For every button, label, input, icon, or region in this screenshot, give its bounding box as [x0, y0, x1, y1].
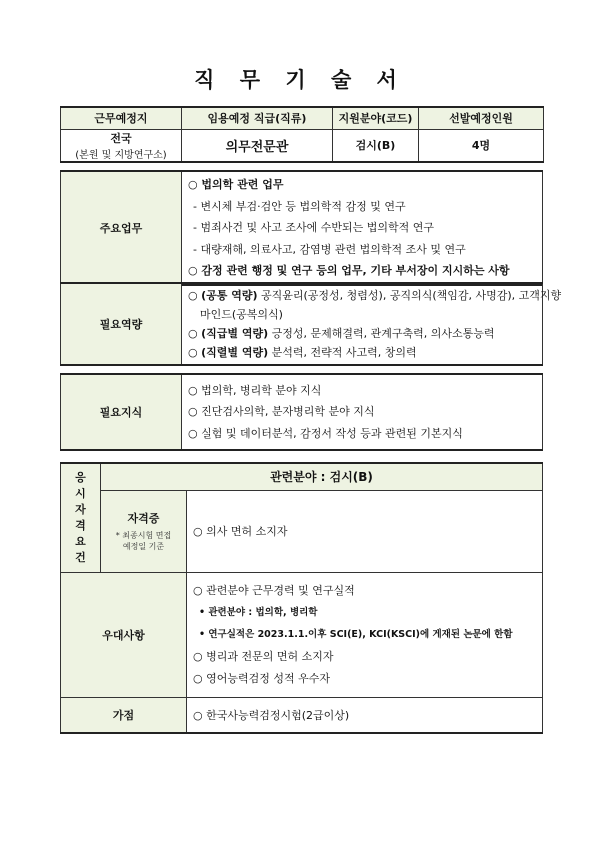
duty-item: - 범죄사건 및 사고 조사에 수반되는 법의학적 연구 [193, 221, 434, 234]
preferred-label: 우대사항 [61, 572, 187, 697]
duty-item: - 변시체 부검·검안 등 법의학적 감정 및 연구 [193, 199, 406, 213]
competency-table [60, 282, 562, 366]
header-field: 지원분야(코드) [333, 107, 419, 129]
vertical-char: 자 [75, 502, 86, 516]
header-count: 선발예정인원 [419, 107, 544, 129]
preferred-item: • 관련분야 : 법의학, 병리학 [199, 606, 318, 618]
competency-text: 마인드(공복의식) [200, 308, 283, 321]
field-title: 관련분야 : 검시(B) [101, 463, 543, 490]
preferred-item: • 연구실적은 2023.1.1.이후 SCI(E), KCI(KSCI)에 게재된 논문에 한함 [199, 628, 513, 640]
competency-tag: (직렬별 역량) [201, 346, 269, 359]
location-main: 전국 [110, 131, 132, 145]
preferred-content [187, 572, 543, 697]
count-value: 4명 [419, 129, 544, 162]
competency-item [188, 305, 542, 324]
competency-item: ○ (직렬별 역량) 분석력, 전략적 사고력, 창의력 [188, 346, 417, 359]
duties-table [60, 170, 543, 286]
knowledge-item: ○ 법의학, 병리학 분야 지식 [188, 383, 322, 397]
location-sub: (본원 및 지방연구소) [75, 149, 167, 161]
competency-content [182, 283, 562, 365]
license-value: ○ 의사 면허 소지자 [187, 490, 543, 572]
header-location: 근무예정지 [61, 107, 182, 129]
header-table [60, 106, 544, 163]
location-cell [61, 129, 182, 162]
license-note: * 최종시험 면접 [115, 531, 172, 540]
knowledge-label: 필요지식 [61, 374, 182, 450]
competency-tag: (직급별 역량) [201, 327, 269, 340]
competency-tag: (공통 역량) [201, 289, 258, 302]
qualification-vertical-label [61, 463, 101, 572]
duty-item: ○ 법의학 관련 업무 [188, 178, 284, 191]
license-note: 예정일 기준 [122, 542, 165, 551]
qualification-table [60, 462, 543, 734]
duty-item: - 대량재해, 의료사고, 감염병 관련 법의학적 조사 및 연구 [193, 242, 466, 256]
vertical-char: 요 [75, 534, 86, 548]
competency-label: 필요역량 [61, 283, 182, 365]
competency-item: ○ (직급별 역량) 긍정성, 문제해결력, 관계구축력, 의사소통능력 [188, 327, 495, 340]
duty-item: ○ 감정 관련 행정 및 연구 등의 업무, 기타 부서장이 지시하는 사항 [188, 264, 510, 277]
vertical-char: 응 [75, 470, 86, 484]
competency-text: 분석력, 전략적 사고력, 창의력 [268, 346, 417, 359]
bonus-label: 가점 [61, 697, 187, 733]
knowledge-table [60, 373, 543, 451]
grade-value: 의무전문관 [182, 129, 333, 162]
competency-text: 공직윤리(공정성, 청렴성), 공직의식(책임감, 사명감), 고객지향 [257, 289, 562, 302]
duties-content [182, 171, 543, 285]
preferred-item: ○ 영어능력검정 성적 우수자 [193, 671, 330, 685]
field-value: 검시(B) [333, 129, 419, 162]
competency-text: 긍정성, 문제해결력, 관계구축력, 의사소통능력 [268, 327, 495, 340]
page-title: 직 무 기 술 서 [194, 68, 406, 92]
knowledge-item: ○ 실험 및 데이터분석, 감정서 작성 등과 관련된 기본지식 [188, 426, 463, 440]
license-label: 자격증 [127, 512, 160, 525]
header-grade: 임용예정 직급(직류) [182, 107, 333, 129]
preferred-item: ○ 병리과 전문의 면허 소지자 [193, 649, 334, 663]
knowledge-item: ○ 진단검사의학, 분자병리학 분야 지식 [188, 405, 375, 419]
preferred-item: ○ 관련분야 근무경력 및 연구실적 [193, 583, 355, 597]
knowledge-content [182, 374, 543, 450]
vertical-char: 격 [75, 518, 86, 532]
license-label-cell [101, 490, 187, 572]
vertical-char: 시 [75, 486, 86, 500]
competency-item: ○ (공통 역량) 공직윤리(공정성, 청렴성), 공직의식(책임감, 사명감), 고객지향 [188, 289, 562, 302]
vertical-char: 건 [75, 550, 86, 564]
bonus-value: ○ 한국사능력검정시험(2급이상) [187, 697, 543, 733]
duties-label: 주요업무 [61, 171, 182, 285]
